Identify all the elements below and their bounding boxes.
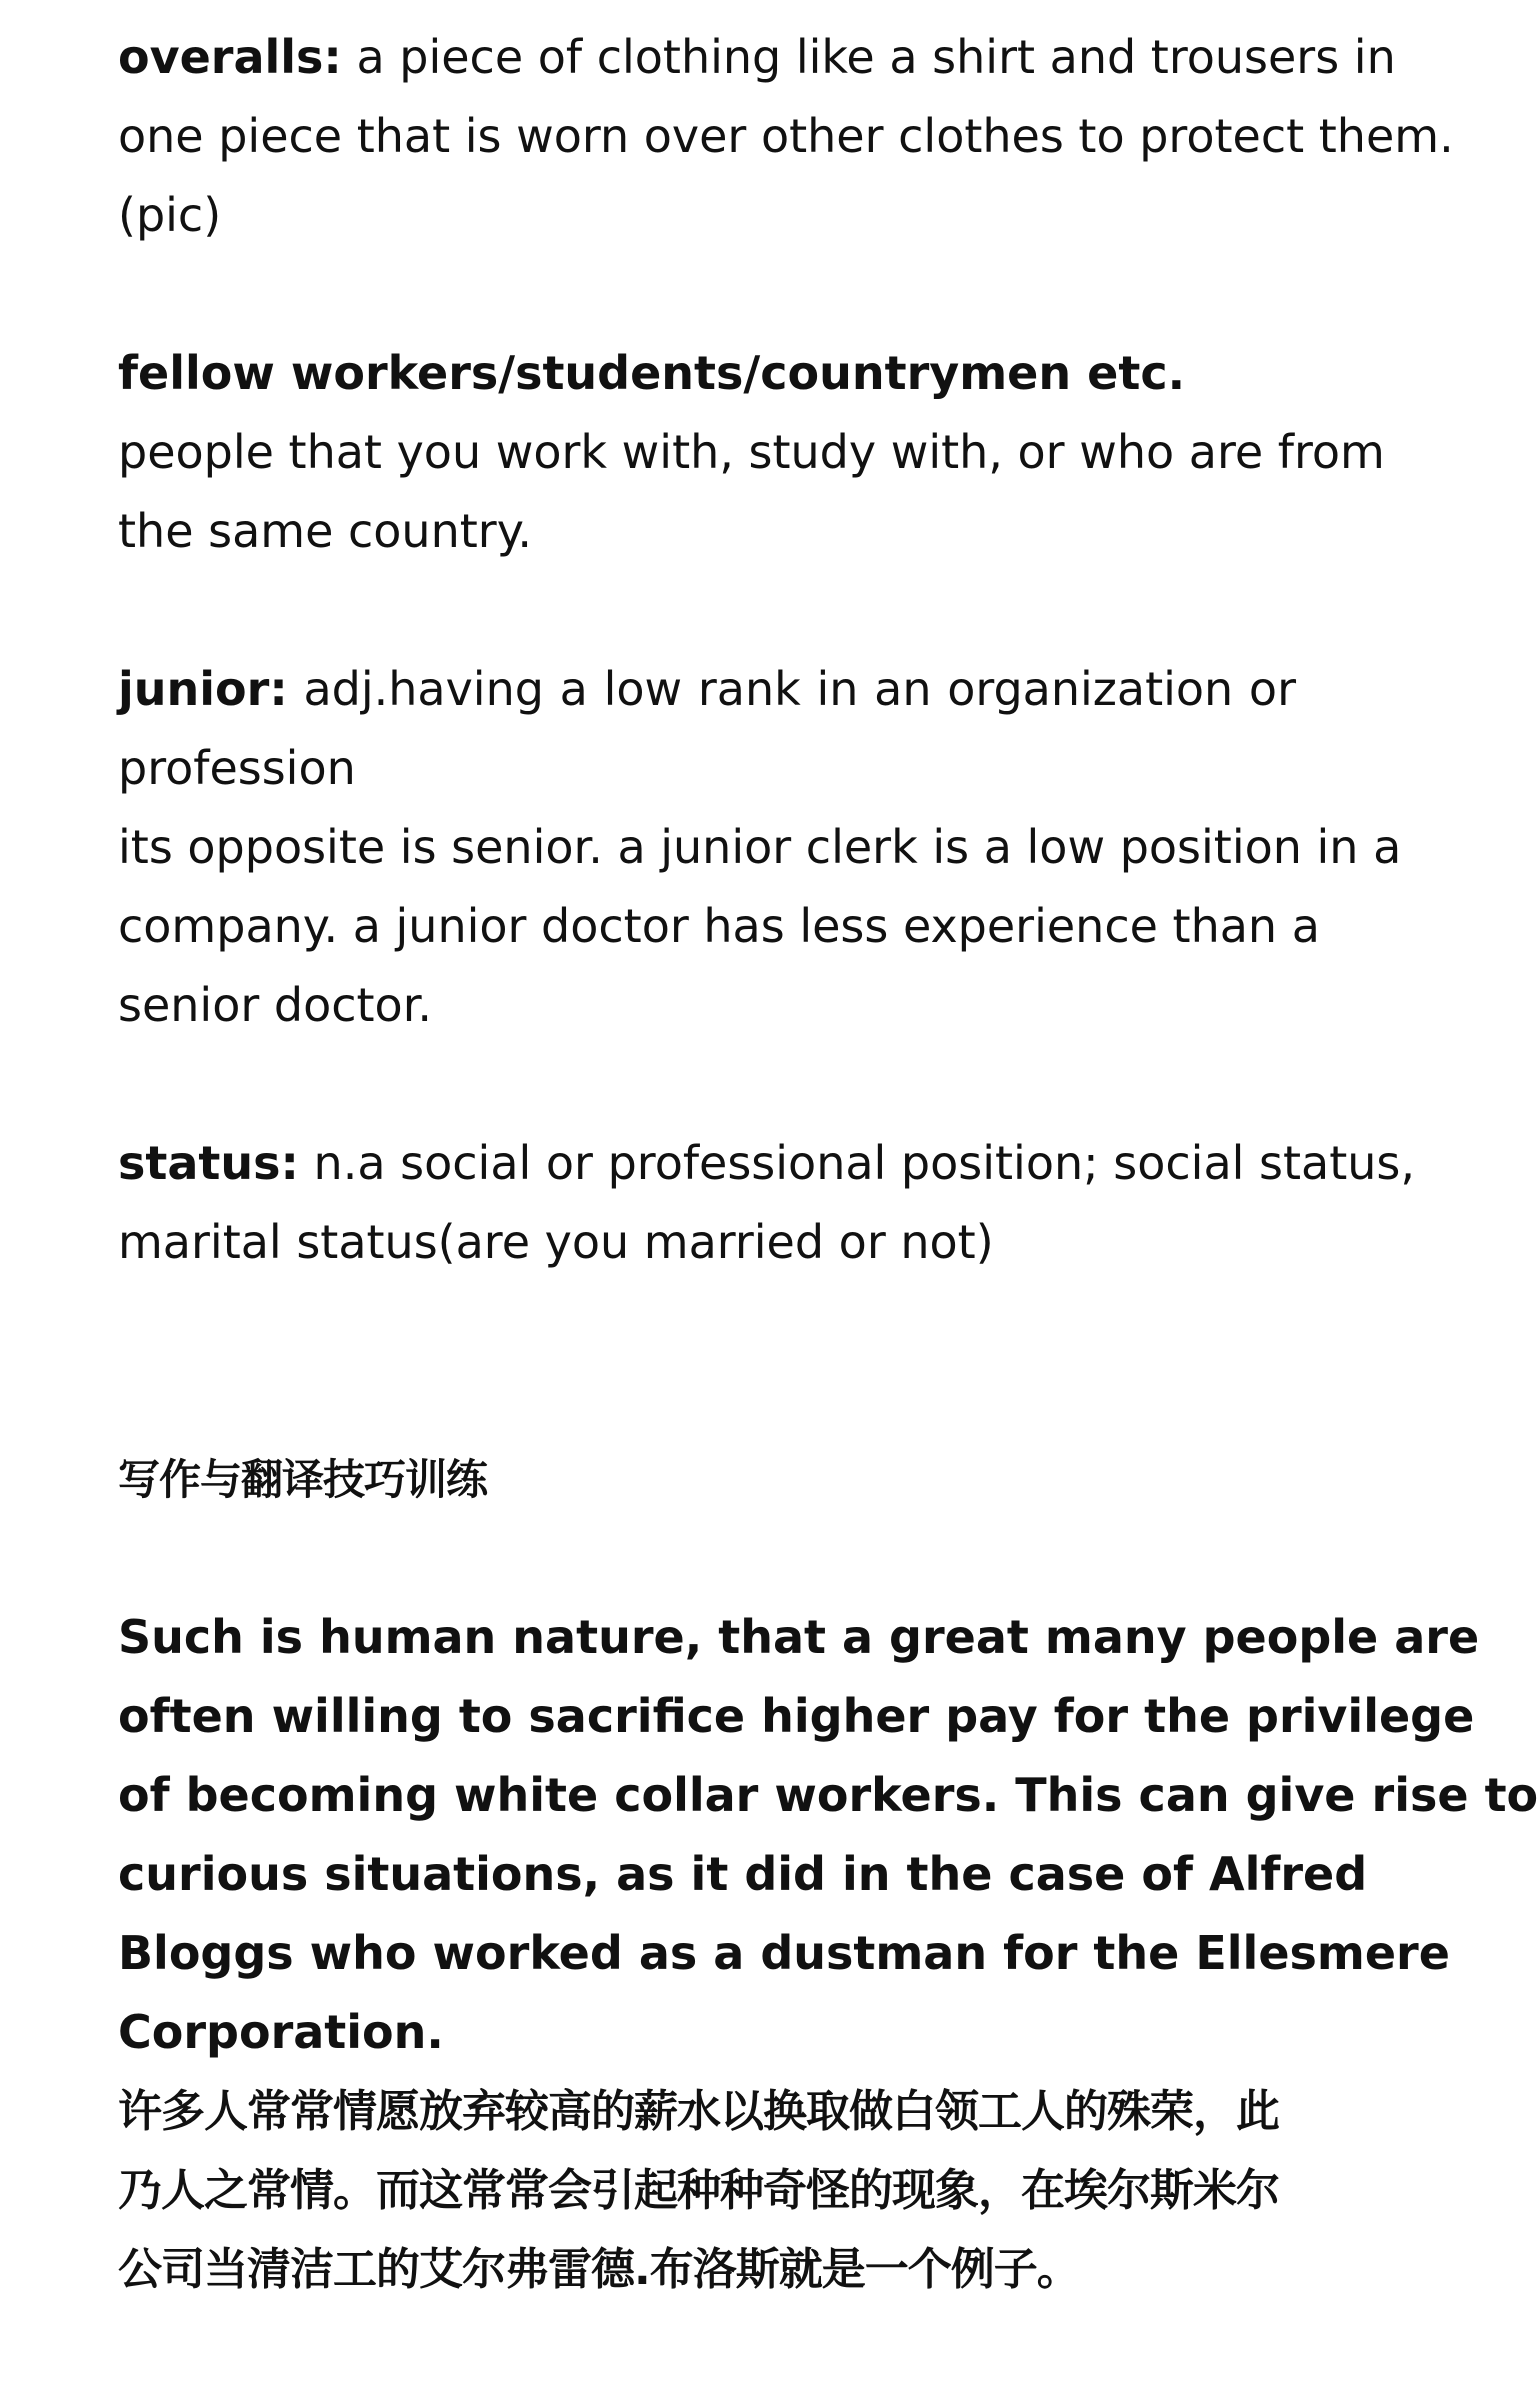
term-fellow-workers: fellow workers/students/countrymen etc.	[118, 346, 1186, 400]
english-line-6: Corporation.	[118, 2005, 444, 2059]
chinese-line-1: 许多人常常情愿放弃较高的薪水以换取做白领工人的殊荣，此	[118, 2086, 1279, 2137]
chinese-line-3: 公司当清洁工的艾尔弗雷德.布洛斯就是一个例子。	[118, 2244, 1080, 2295]
definition-status-2: marital status(are you married or not)	[118, 1215, 994, 1269]
english-line-4: curious situations, as it did in the case of Alfred	[118, 1847, 1368, 1901]
definition-fellow-2: the same country.	[118, 504, 532, 558]
entry-overalls-line-1	[118, 18, 1396, 97]
chinese-line-2: 乃人之常情。而这常常会引起种种奇怪的现象，在埃尔斯米尔	[118, 2165, 1279, 2216]
definition-junior-3: its opposite is senior. a junior clerk is a low position in a	[118, 820, 1402, 874]
section-heading: 写作与翻译技巧训练	[118, 1455, 488, 1504]
definition-overalls-1: a piece of clothing like a shirt and trousers in	[341, 30, 1396, 84]
english-line-5: Bloggs who worked as a dustman for the Ellesmere	[118, 1926, 1450, 1980]
term-status: status:	[118, 1136, 299, 1190]
english-line-3: of becoming white collar workers. This can give rise to	[118, 1768, 1538, 1822]
definition-junior-5: senior doctor.	[118, 978, 433, 1032]
english-line-1: Such is human nature, that a great many people are	[118, 1610, 1480, 1664]
english-line-2: often willing to sacrifice higher pay for the privilege	[118, 1689, 1475, 1743]
document-page	[118, 18, 1538, 2309]
definition-junior-1: adj.having a low rank in an organization or	[287, 662, 1296, 716]
definition-junior-2: profession	[118, 741, 356, 795]
term-junior: junior:	[118, 662, 288, 716]
definition-junior-4: company. a junior doctor has less experience than a	[118, 899, 1320, 953]
entry-junior-line-1	[118, 650, 1296, 729]
definition-fellow-1: people that you work with, study with, or who are from	[118, 425, 1385, 479]
definition-overalls-3: (pic)	[118, 188, 222, 242]
definition-overalls-2: one piece that is worn over other clothes to protect them.	[118, 109, 1454, 163]
entry-status-line-1	[118, 1124, 1415, 1203]
definition-status-1: n.a social or professional position; social status,	[298, 1136, 1415, 1190]
term-overalls: overalls:	[118, 30, 342, 84]
